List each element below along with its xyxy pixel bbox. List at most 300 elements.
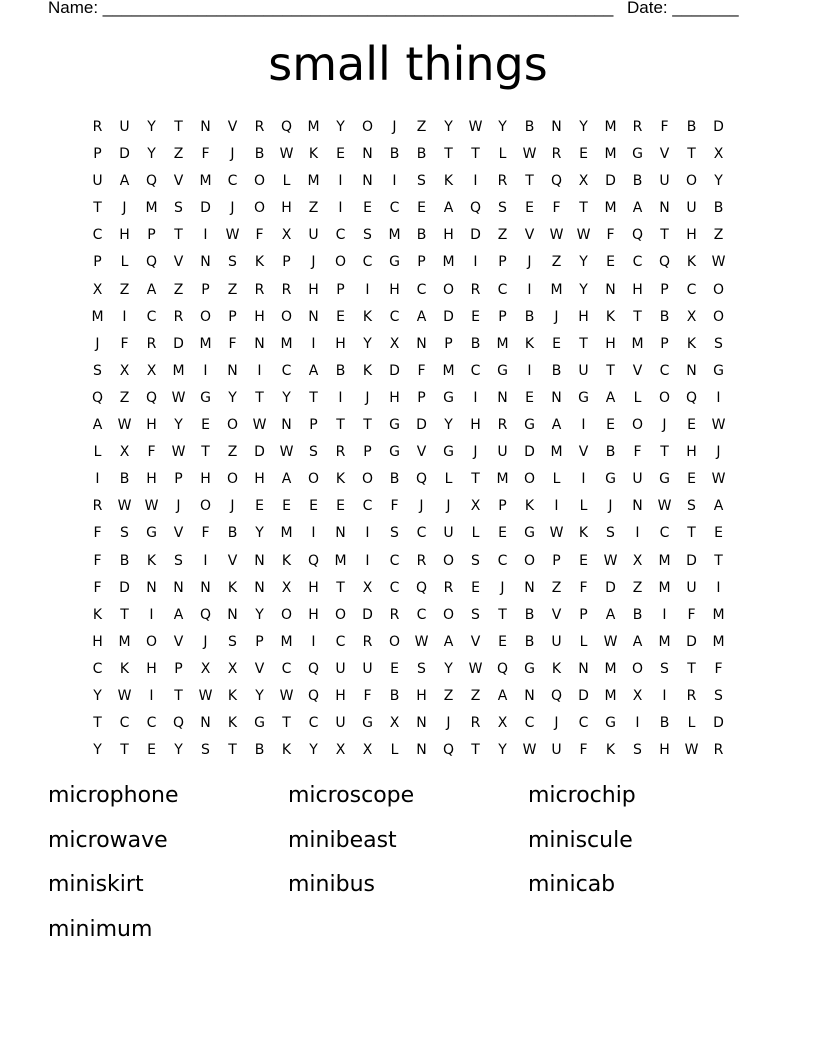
grid-letter[interactable]: P: [174, 660, 183, 677]
grid-letter[interactable]: I: [527, 281, 532, 298]
grid-letter[interactable]: O: [712, 281, 725, 298]
grid-letter[interactable]: M: [199, 335, 212, 352]
grid-letter[interactable]: W: [549, 525, 564, 542]
grid-letter[interactable]: G: [443, 389, 454, 406]
grid-letter[interactable]: B: [254, 146, 265, 163]
grid-letter[interactable]: N: [551, 119, 562, 135]
grid-letter[interactable]: N: [497, 389, 508, 406]
grid-letter[interactable]: C: [92, 660, 103, 677]
grid-letter[interactable]: I: [581, 471, 586, 488]
grid-letter[interactable]: A: [605, 606, 616, 623]
grid-letter[interactable]: Y: [147, 146, 156, 163]
grid-letter[interactable]: D: [389, 362, 400, 379]
grid-letter[interactable]: J: [365, 389, 370, 406]
grid-letter[interactable]: P: [660, 281, 669, 298]
grid-letter[interactable]: S: [174, 552, 183, 569]
grid-letter[interactable]: B: [416, 227, 427, 244]
grid-letter[interactable]: P: [282, 254, 291, 271]
grid-letter[interactable]: E: [606, 254, 615, 271]
grid-letter[interactable]: U: [92, 173, 103, 190]
grid-letter[interactable]: K: [227, 579, 238, 596]
grid-letter[interactable]: Q: [631, 227, 644, 244]
grid-letter[interactable]: A: [632, 633, 643, 650]
grid-letter[interactable]: V: [173, 173, 184, 190]
grid-letter[interactable]: F: [633, 444, 642, 461]
grid-letter[interactable]: F: [417, 362, 426, 379]
grid-letter[interactable]: R: [632, 119, 643, 135]
grid-letter[interactable]: I: [392, 173, 397, 190]
grid-letter[interactable]: R: [389, 606, 400, 623]
grid-letter[interactable]: M: [604, 687, 617, 704]
grid-letter[interactable]: J: [122, 200, 127, 217]
grid-letter[interactable]: G: [605, 715, 616, 732]
grid-letter[interactable]: V: [173, 525, 184, 542]
grid-letter[interactable]: C: [335, 633, 346, 650]
grid-letter[interactable]: L: [471, 525, 480, 542]
grid-letter[interactable]: Q: [307, 660, 320, 677]
grid-letter[interactable]: D: [578, 687, 589, 704]
grid-letter[interactable]: A: [551, 417, 562, 434]
grid-letter[interactable]: U: [308, 227, 319, 244]
grid-letter[interactable]: X: [686, 308, 697, 325]
grid-letter[interactable]: L: [390, 742, 399, 759]
grid-letter[interactable]: Z: [227, 444, 238, 461]
grid-letter[interactable]: U: [335, 660, 346, 677]
grid-letter[interactable]: H: [92, 633, 103, 650]
grid-letter[interactable]: T: [93, 200, 102, 217]
grid-letter[interactable]: M: [199, 173, 212, 190]
grid-letter[interactable]: F: [606, 227, 615, 244]
grid-letter[interactable]: N: [200, 254, 211, 271]
grid-letter[interactable]: B: [632, 606, 643, 623]
grid-letter[interactable]: B: [659, 308, 670, 325]
grid-letter[interactable]: X: [362, 742, 373, 759]
grid-letter[interactable]: K: [686, 335, 697, 352]
grid-letter[interactable]: M: [496, 471, 509, 488]
grid-letter[interactable]: U: [632, 471, 643, 488]
grid-letter[interactable]: G: [632, 146, 643, 163]
grid-letter[interactable]: F: [255, 227, 264, 244]
grid-letter[interactable]: X: [389, 335, 400, 352]
grid-letter[interactable]: B: [524, 606, 535, 623]
grid-letter[interactable]: J: [473, 444, 478, 461]
grid-letter[interactable]: C: [524, 715, 535, 732]
grid-letter[interactable]: I: [338, 200, 343, 217]
grid-letter[interactable]: I: [311, 525, 316, 542]
grid-letter[interactable]: G: [524, 417, 535, 434]
grid-letter[interactable]: W: [468, 660, 483, 677]
grid-letter[interactable]: F: [579, 742, 588, 759]
grid-letter[interactable]: C: [362, 254, 373, 271]
grid-letter[interactable]: E: [606, 417, 615, 434]
grid-letter[interactable]: E: [498, 525, 507, 542]
grid-letter[interactable]: X: [281, 227, 292, 244]
grid-letter[interactable]: P: [363, 444, 372, 461]
grid-letter[interactable]: P: [336, 281, 345, 298]
grid-letter[interactable]: W: [711, 254, 726, 271]
grid-letter[interactable]: Q: [415, 471, 428, 488]
grid-letter[interactable]: E: [579, 146, 588, 163]
grid-letter[interactable]: I: [635, 525, 640, 542]
grid-letter[interactable]: P: [255, 633, 264, 650]
grid-letter[interactable]: P: [498, 308, 507, 325]
grid-letter[interactable]: T: [687, 525, 696, 542]
grid-letter[interactable]: R: [92, 498, 103, 515]
grid-letter[interactable]: E: [255, 498, 264, 515]
grid-letter[interactable]: V: [632, 362, 643, 379]
grid-letter[interactable]: B: [605, 444, 616, 461]
grid-letter[interactable]: R: [254, 119, 265, 135]
grid-letter[interactable]: R: [335, 444, 346, 461]
grid-letter[interactable]: R: [443, 579, 454, 596]
grid-letter[interactable]: D: [416, 417, 427, 434]
grid-letter[interactable]: O: [631, 417, 644, 434]
grid-letter[interactable]: L: [120, 254, 129, 271]
grid-letter[interactable]: W: [171, 444, 186, 461]
grid-letter[interactable]: O: [334, 254, 347, 271]
grid-letter[interactable]: M: [550, 281, 563, 298]
grid-letter[interactable]: C: [632, 254, 643, 271]
grid-letter[interactable]: T: [174, 119, 183, 135]
grid-letter[interactable]: P: [579, 606, 588, 623]
grid-letter[interactable]: M: [496, 335, 509, 352]
grid-letter[interactable]: B: [416, 146, 427, 163]
grid-letter[interactable]: C: [308, 715, 319, 732]
grid-letter[interactable]: W: [711, 417, 726, 434]
grid-letter[interactable]: L: [93, 444, 102, 461]
grid-letter[interactable]: M: [145, 200, 158, 217]
grid-letter[interactable]: T: [444, 146, 453, 163]
grid-letter[interactable]: V: [227, 552, 238, 569]
grid-letter[interactable]: Y: [174, 742, 183, 759]
grid-letter[interactable]: J: [446, 715, 451, 732]
grid-letter[interactable]: S: [417, 173, 426, 190]
grid-letter[interactable]: W: [549, 227, 564, 244]
grid-letter[interactable]: B: [524, 119, 535, 135]
grid-letter[interactable]: I: [203, 227, 208, 244]
grid-letter[interactable]: W: [279, 146, 294, 163]
grid-letter[interactable]: K: [119, 660, 130, 677]
grid-letter[interactable]: X: [92, 281, 103, 298]
grid-letter[interactable]: N: [173, 579, 184, 596]
grid-letter[interactable]: O: [334, 606, 347, 623]
grid-letter[interactable]: Y: [93, 687, 102, 704]
grid-letter[interactable]: T: [579, 335, 588, 352]
grid-letter[interactable]: V: [173, 254, 184, 271]
grid-letter[interactable]: P: [660, 335, 669, 352]
grid-letter[interactable]: Z: [173, 281, 184, 298]
date-field-label[interactable]: Date: _______: [627, 0, 739, 17]
grid-letter[interactable]: H: [659, 742, 670, 759]
grid-letter[interactable]: H: [605, 335, 616, 352]
grid-letter[interactable]: B: [632, 173, 643, 190]
grid-letter[interactable]: C: [389, 308, 400, 325]
grid-letter[interactable]: S: [309, 444, 318, 461]
grid-letter[interactable]: B: [524, 308, 535, 325]
grid-letter[interactable]: C: [227, 173, 238, 190]
grid-letter[interactable]: O: [442, 552, 455, 569]
grid-letter[interactable]: D: [119, 579, 130, 596]
grid-letter[interactable]: T: [120, 742, 129, 759]
grid-letter[interactable]: B: [227, 525, 238, 542]
grid-letter[interactable]: Z: [551, 579, 562, 596]
grid-letter[interactable]: K: [578, 525, 589, 542]
grid-letter[interactable]: D: [686, 633, 697, 650]
grid-letter[interactable]: T: [471, 742, 480, 759]
grid-letter[interactable]: A: [146, 281, 157, 298]
grid-letter[interactable]: E: [498, 633, 507, 650]
grid-letter[interactable]: G: [524, 660, 535, 677]
grid-letter[interactable]: X: [632, 552, 643, 569]
grid-letter[interactable]: E: [147, 742, 156, 759]
grid-letter[interactable]: Y: [714, 173, 723, 190]
grid-letter[interactable]: W: [144, 498, 159, 515]
grid-letter[interactable]: O: [712, 308, 725, 325]
grid-letter[interactable]: H: [308, 281, 319, 298]
grid-letter[interactable]: C: [578, 715, 589, 732]
grid-letter[interactable]: O: [361, 471, 374, 488]
grid-letter[interactable]: P: [417, 254, 426, 271]
grid-letter[interactable]: A: [443, 200, 454, 217]
grid-letter[interactable]: E: [525, 200, 534, 217]
grid-letter[interactable]: E: [336, 498, 345, 515]
grid-letter[interactable]: N: [146, 579, 157, 596]
grid-letter[interactable]: O: [388, 633, 401, 650]
grid-letter[interactable]: Z: [632, 579, 643, 596]
grid-letter[interactable]: Y: [444, 417, 453, 434]
grid-letter[interactable]: P: [309, 417, 318, 434]
grid-letter[interactable]: O: [199, 498, 212, 515]
grid-letter[interactable]: N: [605, 281, 616, 298]
grid-letter[interactable]: K: [443, 173, 454, 190]
grid-letter[interactable]: O: [523, 471, 536, 488]
grid-letter[interactable]: R: [713, 742, 724, 759]
grid-letter[interactable]: M: [388, 227, 401, 244]
grid-letter[interactable]: F: [363, 687, 372, 704]
grid-letter[interactable]: C: [119, 715, 130, 732]
grid-letter[interactable]: B: [119, 552, 130, 569]
grid-letter[interactable]: F: [390, 498, 399, 515]
grid-letter[interactable]: N: [416, 742, 427, 759]
grid-letter[interactable]: I: [662, 606, 667, 623]
grid-letter[interactable]: J: [392, 119, 397, 135]
grid-letter[interactable]: A: [416, 308, 427, 325]
grid-letter[interactable]: T: [714, 552, 723, 569]
grid-letter[interactable]: H: [200, 471, 211, 488]
grid-letter[interactable]: Y: [444, 119, 453, 135]
grid-letter[interactable]: I: [338, 389, 343, 406]
grid-letter[interactable]: S: [120, 525, 129, 542]
grid-letter[interactable]: M: [334, 552, 347, 569]
grid-letter[interactable]: W: [522, 146, 537, 163]
grid-letter[interactable]: J: [203, 633, 208, 650]
grid-letter[interactable]: W: [684, 742, 699, 759]
name-field-label[interactable]: Name: ______________________________________________________: [48, 0, 614, 17]
grid-letter[interactable]: Q: [145, 254, 158, 271]
grid-letter[interactable]: A: [92, 417, 103, 434]
grid-letter[interactable]: V: [578, 444, 589, 461]
grid-letter[interactable]: N: [281, 417, 292, 434]
grid-letter[interactable]: W: [603, 552, 618, 569]
grid-letter[interactable]: T: [660, 444, 669, 461]
grid-letter[interactable]: M: [118, 633, 131, 650]
grid-letter[interactable]: R: [173, 308, 184, 325]
grid-letter[interactable]: S: [687, 498, 696, 515]
grid-letter[interactable]: Y: [579, 119, 588, 135]
grid-letter[interactable]: Z: [551, 254, 562, 271]
grid-letter[interactable]: H: [416, 687, 427, 704]
grid-letter[interactable]: T: [336, 579, 345, 596]
grid-letter[interactable]: W: [414, 633, 429, 650]
grid-letter[interactable]: X: [578, 173, 589, 190]
grid-letter[interactable]: K: [227, 687, 238, 704]
grid-letter[interactable]: M: [604, 119, 617, 135]
grid-letter[interactable]: U: [659, 173, 670, 190]
grid-letter[interactable]: K: [551, 660, 562, 677]
grid-letter[interactable]: J: [230, 146, 235, 163]
grid-letter[interactable]: U: [335, 715, 346, 732]
grid-letter[interactable]: K: [362, 308, 373, 325]
grid-letter[interactable]: A: [308, 362, 319, 379]
grid-letter[interactable]: I: [338, 173, 343, 190]
grid-letter[interactable]: W: [117, 417, 132, 434]
grid-letter[interactable]: V: [551, 606, 562, 623]
grid-letter[interactable]: A: [605, 389, 616, 406]
grid-letter[interactable]: E: [390, 660, 399, 677]
grid-letter[interactable]: M: [442, 362, 455, 379]
grid-letter[interactable]: N: [632, 498, 643, 515]
grid-letter[interactable]: X: [389, 715, 400, 732]
grid-letter[interactable]: O: [631, 660, 644, 677]
grid-letter[interactable]: M: [307, 173, 320, 190]
grid-letter[interactable]: I: [122, 308, 127, 325]
grid-letter[interactable]: I: [473, 254, 478, 271]
grid-letter[interactable]: Z: [713, 227, 724, 244]
grid-letter[interactable]: K: [605, 742, 616, 759]
grid-letter[interactable]: H: [146, 471, 157, 488]
grid-letter[interactable]: N: [227, 362, 238, 379]
grid-letter[interactable]: W: [198, 687, 213, 704]
grid-letter[interactable]: X: [281, 579, 292, 596]
grid-letter[interactable]: Y: [174, 417, 183, 434]
grid-letter[interactable]: O: [253, 173, 266, 190]
grid-letter[interactable]: O: [226, 417, 239, 434]
grid-letter[interactable]: I: [311, 335, 316, 352]
grid-letter[interactable]: J: [554, 308, 559, 325]
grid-letter[interactable]: X: [335, 742, 346, 759]
grid-letter[interactable]: E: [363, 200, 372, 217]
grid-letter[interactable]: B: [470, 335, 481, 352]
grid-letter[interactable]: J: [500, 579, 505, 596]
grid-letter[interactable]: L: [282, 173, 291, 190]
grid-letter[interactable]: L: [687, 715, 696, 732]
grid-letter[interactable]: M: [631, 335, 644, 352]
grid-letter[interactable]: T: [687, 660, 696, 677]
grid-letter[interactable]: B: [686, 119, 697, 135]
grid-letter[interactable]: Q: [172, 715, 185, 732]
grid-letter[interactable]: J: [176, 498, 181, 515]
grid-letter[interactable]: O: [307, 471, 320, 488]
grid-letter[interactable]: Y: [363, 335, 372, 352]
grid-letter[interactable]: I: [203, 552, 208, 569]
grid-letter[interactable]: B: [389, 471, 400, 488]
grid-letter[interactable]: F: [552, 200, 561, 217]
grid-letter[interactable]: Y: [444, 660, 453, 677]
grid-letter[interactable]: M: [172, 362, 185, 379]
grid-letter[interactable]: R: [254, 281, 265, 298]
grid-letter[interactable]: T: [255, 389, 264, 406]
grid-letter[interactable]: G: [200, 389, 211, 406]
grid-letter[interactable]: N: [362, 173, 373, 190]
grid-letter[interactable]: O: [280, 606, 293, 623]
grid-letter[interactable]: K: [254, 254, 265, 271]
grid-letter[interactable]: E: [579, 552, 588, 569]
grid-letter[interactable]: G: [362, 715, 373, 732]
grid-letter[interactable]: H: [632, 281, 643, 298]
grid-letter[interactable]: X: [632, 687, 643, 704]
grid-letter[interactable]: C: [146, 308, 157, 325]
grid-letter[interactable]: I: [527, 362, 532, 379]
grid-letter[interactable]: V: [254, 660, 265, 677]
grid-letter[interactable]: S: [228, 633, 237, 650]
grid-letter[interactable]: F: [201, 525, 210, 542]
grid-letter[interactable]: N: [200, 715, 211, 732]
grid-letter[interactable]: H: [686, 444, 697, 461]
grid-letter[interactable]: N: [659, 200, 670, 217]
grid-letter[interactable]: O: [658, 389, 671, 406]
grid-letter[interactable]: H: [119, 227, 130, 244]
grid-letter[interactable]: Y: [579, 281, 588, 298]
grid-letter[interactable]: U: [443, 525, 454, 542]
grid-letter[interactable]: B: [389, 146, 400, 163]
grid-letter[interactable]: R: [146, 335, 157, 352]
grid-letter[interactable]: L: [579, 498, 588, 515]
grid-letter[interactable]: N: [227, 606, 238, 623]
grid-letter[interactable]: F: [201, 146, 210, 163]
grid-letter[interactable]: W: [252, 417, 267, 434]
grid-letter[interactable]: I: [203, 362, 208, 379]
grid-letter[interactable]: Q: [658, 254, 671, 271]
grid-letter[interactable]: E: [336, 308, 345, 325]
grid-letter[interactable]: R: [686, 687, 697, 704]
grid-letter[interactable]: N: [686, 362, 697, 379]
grid-letter[interactable]: M: [604, 660, 617, 677]
grid-letter[interactable]: Y: [309, 742, 318, 759]
grid-letter[interactable]: Q: [91, 389, 104, 406]
grid-letter[interactable]: I: [149, 606, 154, 623]
grid-letter[interactable]: X: [146, 362, 157, 379]
grid-letter[interactable]: X: [497, 715, 508, 732]
grid-letter[interactable]: R: [416, 552, 427, 569]
grid-letter[interactable]: Y: [93, 742, 102, 759]
grid-letter[interactable]: M: [91, 308, 104, 325]
grid-letter[interactable]: R: [497, 417, 508, 434]
grid-letter[interactable]: O: [226, 471, 239, 488]
grid-letter[interactable]: A: [443, 633, 454, 650]
grid-letter[interactable]: J: [311, 254, 316, 271]
grid-letter[interactable]: T: [201, 444, 210, 461]
grid-letter[interactable]: T: [174, 687, 183, 704]
grid-letter[interactable]: C: [281, 660, 292, 677]
grid-letter[interactable]: H: [470, 417, 481, 434]
grid-letter[interactable]: H: [254, 471, 265, 488]
grid-letter[interactable]: Y: [336, 119, 345, 135]
grid-letter[interactable]: O: [442, 606, 455, 623]
grid-letter[interactable]: G: [389, 254, 400, 271]
grid-letter[interactable]: B: [254, 742, 265, 759]
grid-letter[interactable]: C: [659, 362, 670, 379]
grid-letter[interactable]: K: [524, 335, 535, 352]
